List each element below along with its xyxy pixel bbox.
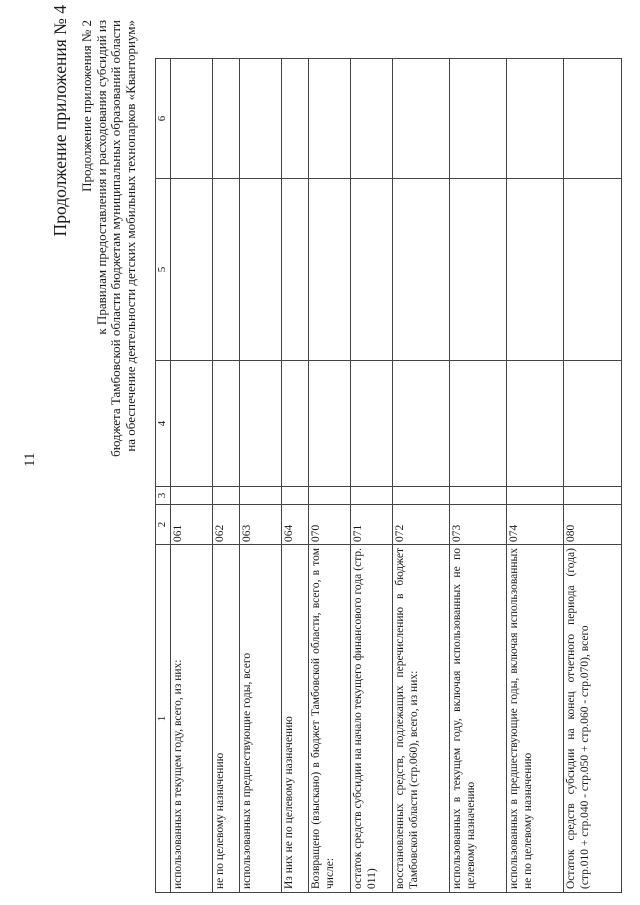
table-cell <box>213 179 240 361</box>
table-cell <box>564 487 622 505</box>
table-cell <box>507 361 564 487</box>
table-cell <box>240 487 282 505</box>
row-code: 071 <box>351 505 393 545</box>
table-row <box>450 59 507 893</box>
table-cell <box>564 59 622 179</box>
table-cell <box>393 487 450 505</box>
row-code: 064 <box>282 505 309 545</box>
table-row <box>171 59 213 893</box>
table-cell <box>282 59 309 179</box>
row-code: 072 <box>393 505 450 545</box>
table-header-row <box>156 59 171 893</box>
row-description: остаток средств субсидии на начало текущего финансового года (стр. 011) <box>351 545 393 893</box>
column-header: 5 <box>156 179 171 361</box>
header-line: бюджета Тамбовской области бюджетам муниципальных образований области <box>108 20 123 457</box>
appendix-header <box>80 20 138 620</box>
row-code: 070 <box>309 505 351 545</box>
table-cell <box>351 361 393 487</box>
row-code: 063 <box>240 505 282 545</box>
row-description: использованных в текущем году, всего, из них: <box>171 545 213 893</box>
row-description: восстановленных средств, подлежащих перечислению в бюджет Тамбовской области (стр.060), всего, из них: <box>393 545 450 893</box>
table-cell <box>213 361 240 487</box>
header-line: к Правилам предоставления и расходования субсидий из <box>93 20 109 335</box>
table-cell <box>351 487 393 505</box>
column-header: 1 <box>156 545 171 893</box>
table-cell <box>282 179 309 361</box>
table-row <box>309 59 351 893</box>
row-description: использованных в предшествующие годы, всего <box>240 545 282 893</box>
row-description: использованных в текущем году, включая использованных не по целевому назначению <box>450 545 507 893</box>
subsidy-report-table <box>155 58 622 893</box>
table-cell <box>564 361 622 487</box>
table-cell <box>507 179 564 361</box>
table-row <box>507 59 564 893</box>
table-cell <box>309 361 351 487</box>
table-cell <box>450 179 507 361</box>
header-line: Продолжение приложения № 2 <box>79 20 94 192</box>
row-description: Остаток средств субсидии на конец отчетного периода (года) (стр.010 + стр.040 - стр.050 + стр.060 - стр.070), всего <box>564 545 622 893</box>
header-line: на обеспечение деятельности детских мобильных технопарков «Кванториум» <box>122 20 138 452</box>
table-cell <box>507 487 564 505</box>
table-cell <box>171 487 213 505</box>
column-header: 3 <box>156 487 171 505</box>
table-cell <box>393 59 450 179</box>
table-cell <box>507 59 564 179</box>
table-cell <box>213 487 240 505</box>
table-cell <box>450 361 507 487</box>
table-cell <box>393 361 450 487</box>
table-cell <box>450 59 507 179</box>
table-cell <box>351 179 393 361</box>
table-cell <box>393 179 450 361</box>
column-header: 2 <box>156 505 171 545</box>
column-header: 4 <box>156 361 171 487</box>
row-code: 074 <box>507 505 564 545</box>
table-cell <box>213 59 240 179</box>
row-code: 073 <box>450 505 507 545</box>
table-cell <box>309 179 351 361</box>
table-cell <box>282 487 309 505</box>
row-code: 080 <box>564 505 622 545</box>
table-cell <box>240 59 282 179</box>
table-cell <box>171 179 213 361</box>
row-code: 062 <box>213 505 240 545</box>
row-description: Возвращено (взыскано) в бюджет Тамбовской области, всего, в том числе: <box>309 545 351 893</box>
table-cell <box>564 179 622 361</box>
table-cell <box>240 179 282 361</box>
table-row <box>351 59 393 893</box>
table-row <box>564 59 622 893</box>
table-cell <box>282 361 309 487</box>
table-row <box>213 59 240 893</box>
table-cell <box>171 361 213 487</box>
table-cell <box>171 59 213 179</box>
row-description: Из них не по целевому назначению <box>282 545 309 893</box>
table-row <box>393 59 450 893</box>
row-description: использованных в предшествующие годы, включая использованных не по целевому назначению <box>507 545 564 893</box>
table-cell <box>309 59 351 179</box>
column-header: 6 <box>156 59 171 179</box>
table-cell <box>240 361 282 487</box>
table-row <box>282 59 309 893</box>
table-cell <box>450 487 507 505</box>
table-row <box>240 59 282 893</box>
page-number: 11 <box>22 452 38 467</box>
table-cell <box>351 59 393 179</box>
table-cell <box>309 487 351 505</box>
continuation-title: Продолжение приложения № 4 <box>50 5 70 237</box>
row-description: не по целевому назначению <box>213 545 240 893</box>
row-code: 061 <box>171 505 213 545</box>
